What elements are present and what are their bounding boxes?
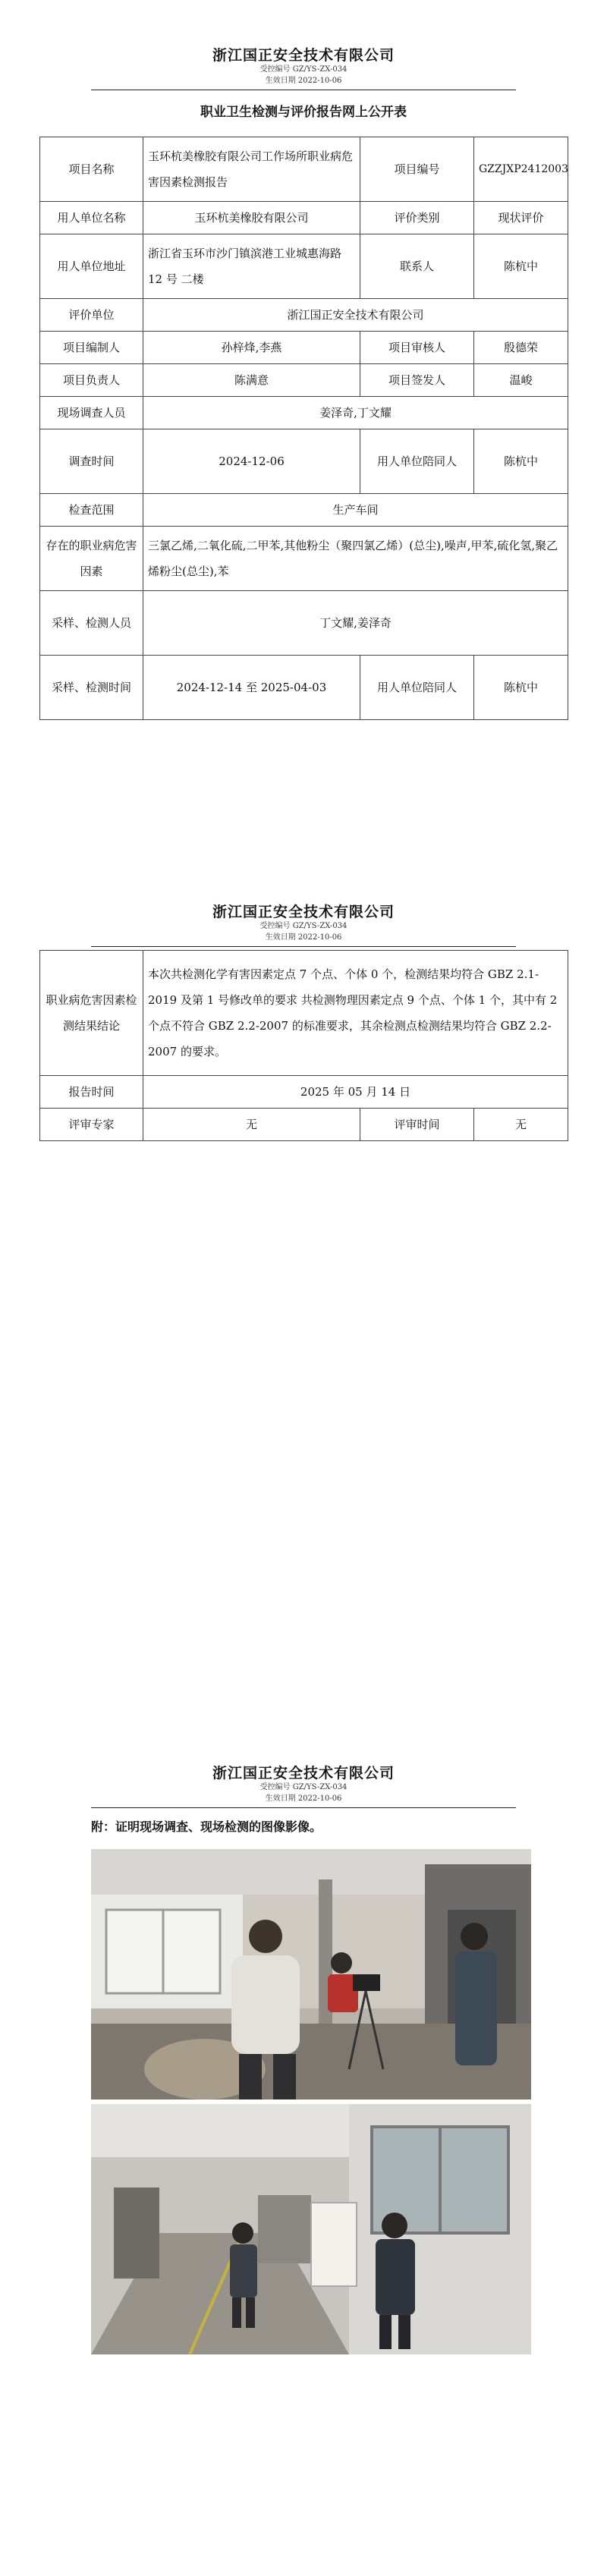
- company-header: 浙江国正安全技术有限公司: [212, 1765, 395, 1782]
- attachment-caption: 附：证明现场调查、现场检测的图像影像。: [91, 1820, 322, 1834]
- table-row: [40, 332, 568, 364]
- survey-time-label: 调查时间: [40, 429, 143, 494]
- hazards-label: 存在的职业病危害因素: [40, 527, 143, 591]
- project-no: GZZJXP2412003: [474, 137, 568, 202]
- investigators: 姜泽奇,丁文耀: [143, 397, 568, 429]
- project-no-label: 项目编号: [360, 137, 474, 202]
- header-rule: [91, 1807, 516, 1808]
- control-number: 受控编号 GZ/YS-ZX-034: [259, 65, 348, 74]
- sampling-time: 2024-12-14 至 2025-04-03: [143, 656, 360, 720]
- eval-type-label: 评价类别: [360, 202, 474, 234]
- address: 浙江省玉环市沙门镇滨港工业城惠海路 12 号 二楼: [143, 234, 360, 299]
- effective-date: 生效日期 2022-10-06: [265, 1794, 342, 1803]
- site-photo-testing: [91, 1849, 531, 2099]
- compiler-label: 项目编制人: [40, 332, 143, 364]
- table-row: [40, 202, 568, 234]
- employer-label: 用人单位名称: [40, 202, 143, 234]
- escort2: 陈杭中: [474, 656, 568, 720]
- survey-time: 2024-12-06: [143, 429, 360, 494]
- report-time: 2025 年 05 月 14 日: [143, 1076, 568, 1109]
- project-name-label: 项目名称: [40, 137, 143, 202]
- reviewer: 殷德荣: [474, 332, 568, 364]
- contact-label: 联系人: [360, 234, 474, 299]
- review-time: 无: [474, 1109, 568, 1141]
- conclusion-table: [39, 950, 568, 1141]
- effective-date: 生效日期 2022-10-06: [265, 77, 342, 85]
- conclusion: 本次共检测化学有害因素定点 7 个点、个体 0 个，检测结果均符合 GBZ 2.1-2019 及第 1 号修改单的要求 共检测物理因素定点 9 个点、个体 1 个，其中有 2 个点不符合 GBZ 2.2-2007 的标准要求，其余检测点检测结果均符合 GBZ 2.2-2007 的要求。: [143, 951, 568, 1076]
- scope: 生产车间: [143, 494, 568, 527]
- experts-label: 评审专家: [40, 1109, 143, 1141]
- control-number: 受控编号 GZ/YS-ZX-034: [259, 922, 348, 930]
- issuer: 温峻: [474, 364, 568, 397]
- table-row: [40, 951, 568, 1076]
- table-row: [40, 1109, 568, 1141]
- compiler: 孙梓烽,李燕: [143, 332, 360, 364]
- reviewer-label: 项目审核人: [360, 332, 474, 364]
- document-title: 职业卫生检测与评价报告网上公开表: [200, 105, 407, 120]
- table-row: [40, 397, 568, 429]
- address-label: 用人单位地址: [40, 234, 143, 299]
- table-row: [40, 494, 568, 527]
- table-row: [40, 234, 568, 299]
- manager-label: 项目负责人: [40, 364, 143, 397]
- project-name: 玉环杭美橡胶有限公司工作场所职业病危害因素检测报告: [143, 137, 360, 202]
- table-row: [40, 364, 568, 397]
- table-row: [40, 1076, 568, 1109]
- site-photo-survey: [91, 2104, 531, 2354]
- effective-date: 生效日期 2022-10-06: [265, 933, 342, 942]
- manager: 陈满意: [143, 364, 360, 397]
- scope-label: 检查范围: [40, 494, 143, 527]
- review-time-label: 评审时间: [360, 1109, 474, 1141]
- escort-label: 用人单位陪同人: [360, 429, 474, 494]
- employer: 玉环杭美橡胶有限公司: [143, 202, 360, 234]
- experts: 无: [143, 1109, 360, 1141]
- report-time-label: 报告时间: [40, 1076, 143, 1109]
- table-row: [40, 137, 568, 202]
- samplers-label: 采样、检测人员: [40, 591, 143, 656]
- eval-unit: 浙江国正安全技术有限公司: [143, 299, 568, 332]
- issuer-label: 项目签发人: [360, 364, 474, 397]
- table-row: [40, 527, 568, 591]
- control-number: 受控编号 GZ/YS-ZX-034: [259, 1783, 348, 1791]
- report-table: [39, 137, 568, 720]
- header-rule: [91, 946, 516, 947]
- sampling-time-label: 采样、检测时间: [40, 656, 143, 720]
- eval-type: 现状评价: [474, 202, 568, 234]
- conclusion-label: 职业病危害因素检测结果结论: [40, 951, 143, 1076]
- escort2-label: 用人单位陪同人: [360, 656, 474, 720]
- company-header: 浙江国正安全技术有限公司: [212, 47, 395, 64]
- contact: 陈杭中: [474, 234, 568, 299]
- investigators-label: 现场调查人员: [40, 397, 143, 429]
- eval-unit-label: 评价单位: [40, 299, 143, 332]
- table-row: [40, 429, 568, 494]
- table-row: [40, 591, 568, 656]
- table-row: [40, 656, 568, 720]
- company-header: 浙江国正安全技术有限公司: [212, 904, 395, 920]
- samplers: 丁文耀,姜泽奇: [143, 591, 568, 656]
- table-row: [40, 299, 568, 332]
- hazards: 三氯乙烯,二氧化硫,二甲苯,其他粉尘（聚四氯乙烯）(总尘),噪声,甲苯,硫化氢,聚乙烯粉尘(总尘),苯: [143, 527, 568, 591]
- escort: 陈杭中: [474, 429, 568, 494]
